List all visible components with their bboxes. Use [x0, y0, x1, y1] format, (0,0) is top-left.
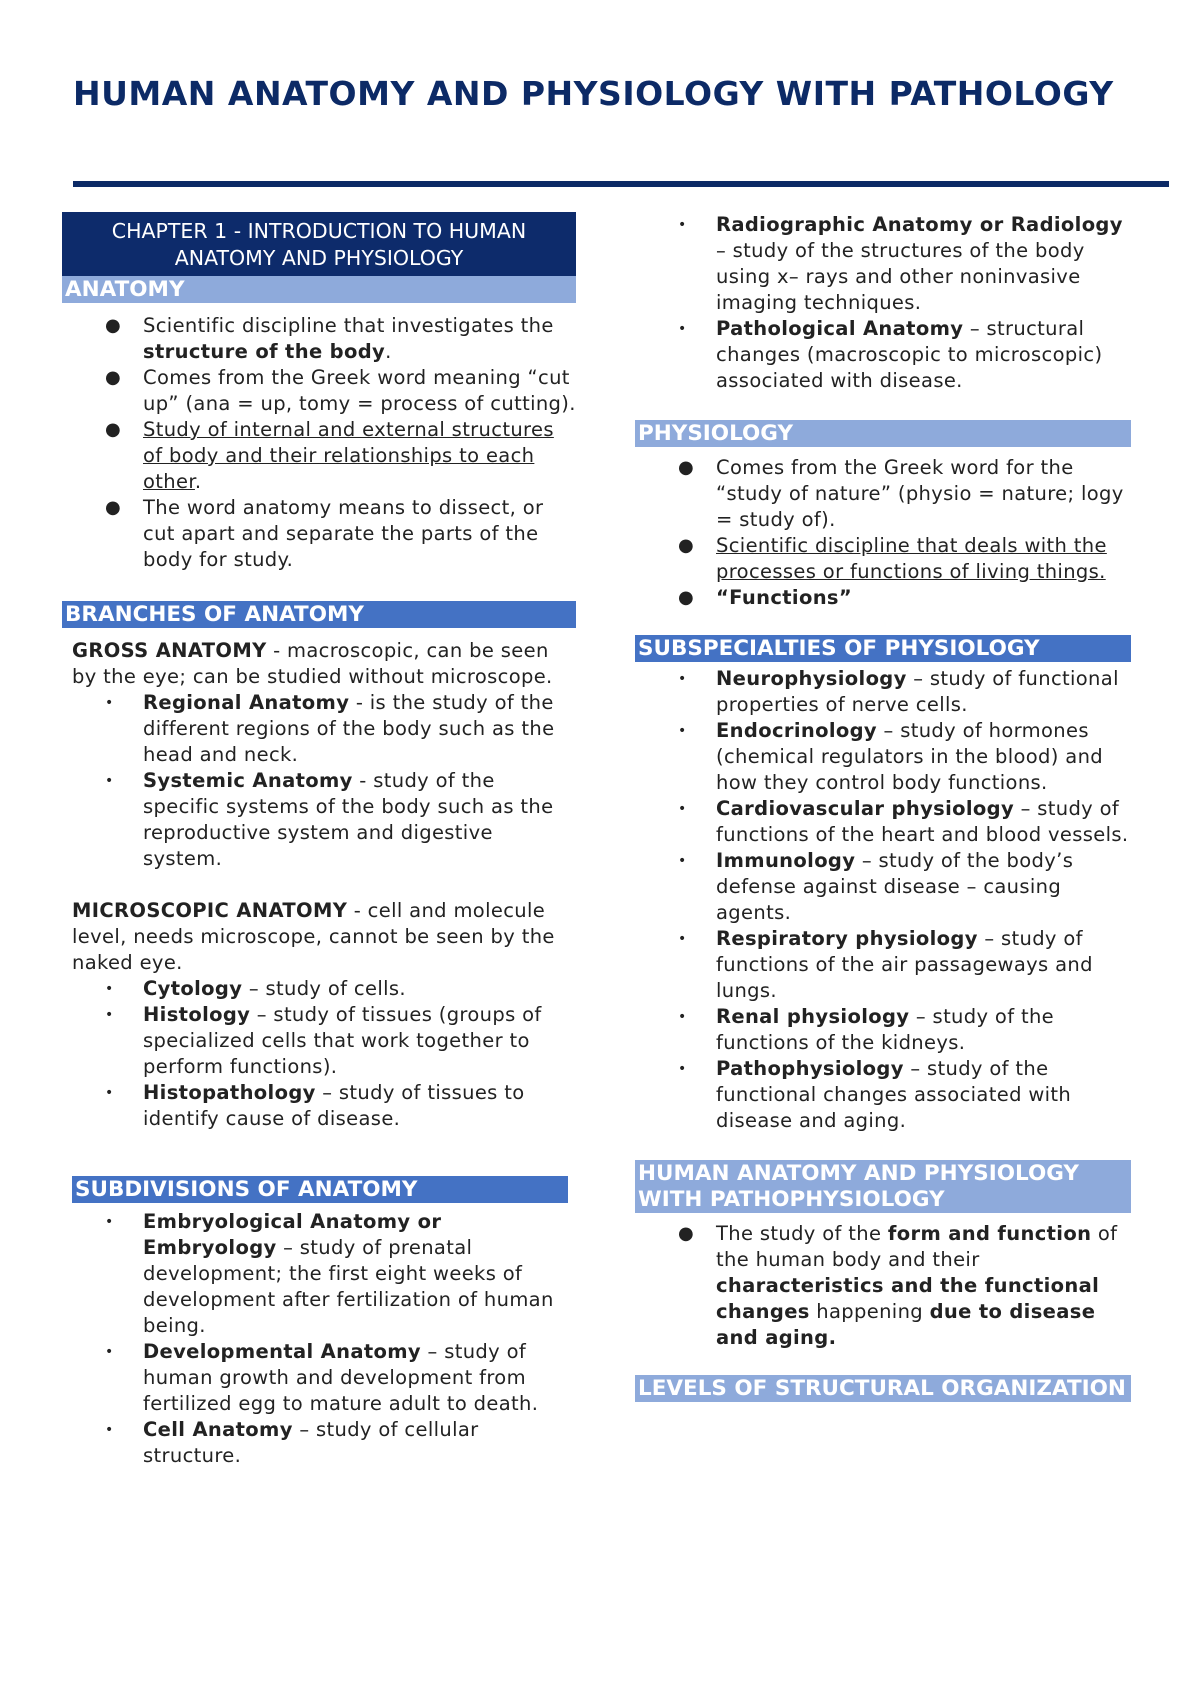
- bullet-icon: ●: [105, 497, 122, 518]
- title-rule: [73, 181, 1169, 187]
- anatomy-list: [62, 313, 576, 573]
- list-item: ● Scientific discipline that investigates the structure of the body.: [105, 314, 554, 363]
- bullet-icon: •: [678, 723, 687, 739]
- list-item: • Cell Anatomy – study of cellular structure.: [105, 1418, 479, 1467]
- list-item: ● Comes from the Greek word for the “study of nature” (physio = nature; logy = study of).: [678, 456, 1124, 531]
- list-item: ● Scientific discipline that deals with the processes or functions of living things.: [678, 534, 1107, 583]
- list-item: • Cardiovascular physiology – study of functions of the heart and blood vessels.: [678, 797, 1129, 846]
- list-item: • Cytology – study of cells.: [105, 977, 406, 1000]
- document-title: HUMAN ANATOMY AND PHYSIOLOGY WITH PATHOLOGY: [73, 74, 1114, 113]
- list-item: • Immunology – study of the body’s defense against disease – causing agents.: [678, 849, 1074, 924]
- section-heading-anatomy: ANATOMY: [62, 276, 576, 303]
- bullet-icon: ●: [678, 587, 695, 608]
- list-item: • Pathological Anatomy – structural changes (macroscopic to microscopic) associated with disease.: [678, 317, 1103, 392]
- list-item: ● Study of internal and external structures of body and their relationships to each other.: [105, 418, 554, 493]
- bullet-icon: •: [105, 1085, 114, 1101]
- gross-anatomy-list: [62, 690, 576, 872]
- right-column: [635, 212, 1131, 1402]
- list-item: ● Comes from the Greek word meaning “cut up” (ana = up, tomy = process of cutting).: [105, 366, 576, 415]
- list-item: • Renal physiology – study of the functions of the kidneys.: [678, 1005, 1055, 1054]
- list-item: ● “Functions”: [678, 586, 853, 609]
- list-item: ● The study of the form and function of the human body and their characteristics and the functional changes happening due to disease and aging.: [678, 1222, 1118, 1349]
- bullet-icon: ●: [105, 315, 122, 336]
- section-heading-subspecialties: SUBSPECIALTIES OF PHYSIOLOGY: [635, 635, 1131, 662]
- list-item: • Neurophysiology – study of functional properties of nerve cells.: [678, 667, 1119, 716]
- bullet-icon: •: [678, 671, 687, 687]
- bullet-icon: ●: [678, 1223, 695, 1244]
- list-item: ● The word anatomy means to dissect, or cut apart and separate the parts of the body for study.: [105, 496, 544, 571]
- gross-anatomy-paragraph: GROSS ANATOMY - macroscopic, can be seen by the eye; can be studied without microscope.: [72, 639, 553, 688]
- bullet-icon: ●: [678, 535, 695, 556]
- section-heading-levels: LEVELS OF STRUCTURAL ORGANIZATION: [635, 1375, 1131, 1402]
- list-item: • Histopathology – study of tissues to identify cause of disease.: [105, 1081, 525, 1130]
- bullet-icon: •: [678, 801, 687, 817]
- list-item: • Pathophysiology – study of the functional changes associated with disease and aging.: [678, 1057, 1072, 1132]
- list-item: • Embryological Anatomy or Embryology – study of prenatal development; the first eight weeks of development after fertilization of human being.: [105, 1210, 554, 1337]
- bullet-icon: •: [678, 217, 687, 233]
- subdivisions-list: [62, 1209, 576, 1469]
- section-heading-subdivisions: SUBDIVISIONS OF ANATOMY: [72, 1176, 568, 1203]
- bullet-icon: ●: [678, 457, 695, 478]
- microscopic-anatomy-list: [62, 976, 576, 1132]
- bullet-icon: ●: [105, 419, 122, 440]
- list-item: • Systemic Anatomy - study of the specific systems of the body such as the reproductive system and digestive system.: [105, 769, 554, 870]
- pathophysiology-list: [635, 1221, 1131, 1351]
- subspecialties-list: [635, 666, 1131, 1134]
- bullet-icon: •: [678, 853, 687, 869]
- bullet-icon: •: [105, 773, 114, 789]
- bullet-icon: •: [105, 981, 114, 997]
- physiology-list: [635, 455, 1131, 611]
- bullet-icon: •: [105, 1422, 114, 1438]
- bullet-icon: ●: [105, 367, 122, 388]
- bullet-icon: •: [678, 1061, 687, 1077]
- bullet-icon: •: [105, 1214, 114, 1230]
- bullet-icon: •: [105, 1007, 114, 1023]
- bullet-icon: •: [678, 1009, 687, 1025]
- list-item: • Radiographic Anatomy or Radiology – study of the structures of the body using x– rays and other noninvasive imaging techniques.: [678, 213, 1123, 314]
- list-item: • Endocrinology – study of hormones (chemical regulators in the blood) and how they control body functions.: [678, 719, 1104, 794]
- chapter-heading: CHAPTER 1 - INTRODUCTION TO HUMAN ANATOMY AND PHYSIOLOGY: [62, 212, 576, 276]
- bullet-icon: •: [678, 321, 687, 337]
- subdivisions-list-continued: [635, 212, 1131, 394]
- microscopic-anatomy-paragraph: MICROSCOPIC ANATOMY - cell and molecule level, needs microscope, cannot be seen by the naked eye.: [72, 899, 555, 974]
- bullet-icon: •: [105, 695, 114, 711]
- bullet-icon: •: [678, 931, 687, 947]
- bullet-icon: •: [105, 1344, 114, 1360]
- left-column: [62, 212, 576, 1469]
- list-item: • Respiratory physiology – study of functions of the air passageways and lungs.: [678, 927, 1093, 1002]
- section-heading-pathophysiology: HUMAN ANATOMY AND PHYSIOLOGY WITH PATHOPHYSIOLOGY: [635, 1160, 1131, 1213]
- section-heading-physiology: PHYSIOLOGY: [635, 420, 1131, 447]
- section-heading-branches: BRANCHES OF ANATOMY: [62, 601, 576, 628]
- list-item: • Developmental Anatomy – study of human growth and development from fertilized egg to mature adult to death.: [105, 1340, 539, 1415]
- list-item: • Regional Anatomy - is the study of the different regions of the body such as the head and neck.: [105, 691, 555, 766]
- list-item: • Histology – study of tissues (groups of specialized cells that work together to perform functions).: [105, 1003, 542, 1078]
